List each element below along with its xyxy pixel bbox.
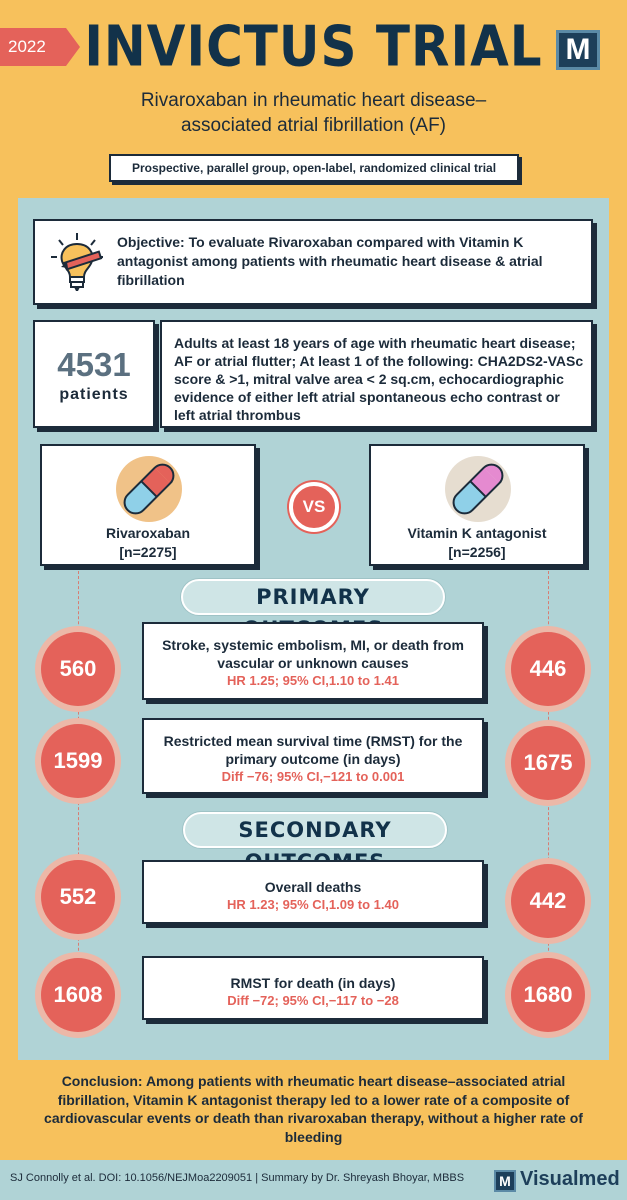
lightbulb-pencil-icon [47,231,107,293]
header [0,0,627,198]
secondary-outcome-2-card [142,956,484,1020]
trial-design-box: Prospective, parallel group, open-label, randomized clinical trial [109,154,519,182]
secondary-2-vka-value: 1680 [511,958,585,1032]
rivaroxaban-name: Rivaroxaban [105,525,191,541]
primary-2-vka-value: 1675 [511,726,585,800]
citation-text: SJ Connolly et al. DOI: 10.1056/NEJMoa2209051 | Summary by Dr. Shreyash Bhoyar, MBBS [10,1172,465,1184]
primary-2-rivaroxaban-value: 1599 [41,724,115,798]
rivaroxaban-n: [n=2275] [119,544,177,560]
capsule-icon [445,456,511,522]
primary-1-rivaroxaban-value: 560 [41,632,115,706]
subtitle-line-2: associated atrial fibrillation (AF) [180,115,447,136]
vka-arm-card [369,444,585,566]
primary-outcomes-heading: PRIMARY [181,579,445,615]
subtitle-line-1: Rivaroxaban in rheumatic heart disease– [140,90,487,111]
secondary-outcome-1-stat: HR 1.23; 95% CI,1.09 to 1.40 [227,897,399,912]
visualmed-brand: Visualmed [520,1168,620,1190]
secondary-outcomes-heading: SECONDARY [183,812,447,848]
visualmed-logo-icon: M [494,1170,516,1192]
patients-label: patients [59,386,129,403]
vka-name: Vitamin K antagonist [407,525,547,541]
primary-outcome-2-card [142,718,484,794]
rivaroxaban-arm-card [40,444,256,566]
vs-badge: VS [289,482,339,532]
inclusion-criteria-text: Adults at least 18 years of age with rheumatic heart disease; AF or atrial flutter; At least 1 of the following: CHA2DS2-VASc score & >1, mitral valve area < 2 sq.cm, echocardiographic evidence of either left atrial spontaneous echo contrast or left atrial thrombus [174,335,584,423]
rivaroxaban-label [42,524,254,562]
primary-1-vka-value: 446 [511,632,585,706]
primary-outcome-1-card [142,622,484,700]
vka-n: [n=2256] [448,544,506,560]
subtitle [60,88,567,138]
secondary-outcome-1-title: Overall deaths [264,879,362,895]
primary-outcome-2-stat: Diff −76; 95% CI,−121 to 0.001 [221,769,405,784]
secondary-1-rivaroxaban-value: 552 [41,860,115,934]
medshots-logo-icon: M [556,30,600,70]
secondary-1-vka-value: 442 [511,864,585,938]
patients-count: 4531 [57,346,131,383]
primary-outcome-2-title: Restricted mean survival time (RMST) for the primary outcome (in days) [163,733,463,767]
patients-card [33,320,155,428]
vka-label [371,524,583,562]
secondary-2-rivaroxaban-value: 1608 [41,958,115,1032]
inclusion-criteria-card [160,320,593,428]
primary-outcome-1-stat: HR 1.25; 95% CI,1.10 to 1.41 [227,673,399,688]
secondary-outcome-2-title: RMST for death (in days) [230,975,396,991]
capsule-icon [116,456,182,522]
secondary-outcome-1-card [142,860,484,924]
primary-outcome-1-title: Stroke, systemic embolism, MI, or death from vascular or unknown causes [162,637,464,671]
objective-card [33,219,593,305]
conclusion-text: Conclusion: Among patients with rheumatic heart disease–associated atrial fibrillation, Vitamin K antagonist therapy led to a lower rate of a composite of cardiovascular events or death than rivaroxaban therapy, without a higher rate of bleeding [44,1073,583,1145]
footer [0,1160,627,1200]
page-title: INVICTUS TRIAL [84,14,543,79]
objective-text: Objective: To evaluate Rivaroxaban compared with Vitamin K antagonist among patients with rheumatic heart disease & atrial fibrillation [117,234,543,288]
year-badge: 2022 [0,28,66,66]
secondary-outcome-2-stat: Diff −72; 95% CI,−117 to −28 [227,993,399,1008]
